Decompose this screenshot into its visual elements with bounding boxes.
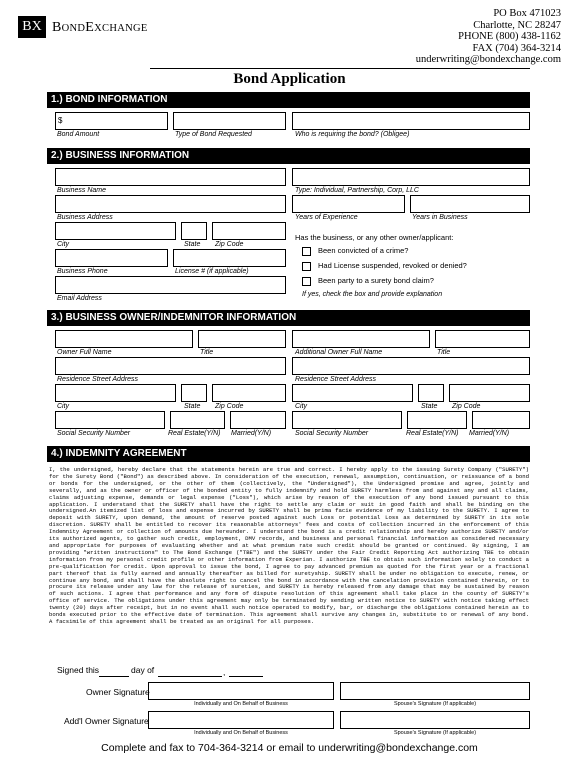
entity-type-field[interactable] <box>292 168 530 186</box>
owner-real-estate-field[interactable] <box>170 411 225 429</box>
add-owner-city-field[interactable] <box>292 384 413 402</box>
bondexchange-logo <box>18 16 186 38</box>
owner-real-estate-label: Real Estate(Y/N) <box>168 430 221 437</box>
date-comma: , <box>223 667 226 677</box>
add-owner-city-label: City <box>295 403 308 410</box>
business-state-field[interactable] <box>181 222 207 240</box>
business-phone-field[interactable] <box>55 249 168 267</box>
email-address: underwriting@bondexchange.com <box>415 54 561 65</box>
add-owner-state-label: State <box>421 403 438 410</box>
bond-type-field[interactable] <box>173 112 286 130</box>
add-owner-spouse-signature-field[interactable] <box>340 711 530 729</box>
license-revoked-question: Had License suspended, revoked or denied? <box>318 261 467 270</box>
signed-year-line[interactable] <box>229 675 263 677</box>
contact-block <box>416 8 561 66</box>
add-owner-signature-field[interactable] <box>148 711 334 729</box>
owner-married-label: Married(Y/N) <box>231 430 272 437</box>
question-note: If yes, check the box and provide explanation <box>302 291 443 298</box>
city-state: Charlotte, NC 28247 <box>473 19 561 31</box>
business-zip-label: Zip Code <box>215 241 244 248</box>
add-owner-zip-label: Zip Code <box>452 403 481 410</box>
owner-spouse-label: Spouse's Signature (If applicable) <box>393 701 477 707</box>
fax-number: FAX (704) 364-3214 <box>472 42 561 54</box>
years-in-business-field[interactable] <box>410 195 530 213</box>
business-city-label: City <box>57 241 70 248</box>
years-experience-label: Years of Experience <box>295 214 358 221</box>
owner-title-field[interactable] <box>198 330 286 348</box>
logo-name: BONDEXCHANGE <box>52 20 148 35</box>
license-number-field[interactable] <box>173 249 286 267</box>
crime-checkbox[interactable] <box>302 247 311 256</box>
day-of-label: day of <box>131 665 155 675</box>
owner-name-field[interactable] <box>55 330 193 348</box>
section-business-information: 2.) BUSINESS INFORMATION <box>47 148 530 164</box>
email-field[interactable] <box>55 276 286 294</box>
business-name-label: Business Name <box>57 187 107 194</box>
add-owner-behalf-label: Individually and On Behalf of Business <box>194 730 288 736</box>
bond-claim-checkbox[interactable] <box>302 277 311 286</box>
obligee-label: Who is requiring the bond? (Obligee) <box>295 131 410 138</box>
signed-month-line[interactable] <box>158 675 222 677</box>
logo-mark: BX <box>18 16 46 38</box>
owner-behalf-label: Individually and On Behalf of Business <box>194 701 288 707</box>
add-owner-street-label: Residence Street Address <box>295 376 377 383</box>
owner-ssn-field[interactable] <box>55 411 165 429</box>
owner-city-field[interactable] <box>55 384 176 402</box>
owner-zip-field[interactable] <box>212 384 286 402</box>
owner-spouse-signature-field[interactable] <box>340 682 530 700</box>
business-state-label: State <box>184 241 201 248</box>
signed-this-label: Signed this <box>57 665 100 675</box>
signed-day-line[interactable] <box>99 675 129 677</box>
license-number-label: License # (if applicable) <box>175 268 249 275</box>
owner-ssn-label: Social Security Number <box>57 430 131 437</box>
owner-state-label: State <box>184 403 201 410</box>
owner-name-label: Owner Full Name <box>57 349 112 356</box>
dollar-sign: $ <box>58 116 63 125</box>
add-owner-name-label: Additional Owner Full Name <box>295 349 383 356</box>
add-owner-signature-label: Add'l Owner Signature <box>64 716 149 726</box>
section-owner-information: 3.) BUSINESS OWNER/INDEMNITOR INFORMATION <box>47 310 530 326</box>
add-owner-name-field[interactable] <box>292 330 430 348</box>
add-owner-state-field[interactable] <box>418 384 444 402</box>
years-in-business-label: Years in Business <box>412 214 468 221</box>
owner-street-label: Residence Street Address <box>57 376 139 383</box>
page-title: Bond Application <box>233 71 346 87</box>
question-intro: Has the business, or any other owner/applicant: <box>295 233 454 242</box>
phone-number: PHONE (800) 438-1162 <box>458 31 561 42</box>
years-experience-field[interactable] <box>292 195 405 213</box>
bond-claim-question: Been party to a surety bond claim? <box>318 276 434 285</box>
owner-city-label: City <box>57 403 70 410</box>
section-bond-information: 1.) BOND INFORMATION <box>47 92 530 108</box>
business-address-field[interactable] <box>55 195 286 213</box>
owner-title-label: Title <box>200 349 214 356</box>
add-owner-title-field[interactable] <box>435 330 530 348</box>
add-owner-street-field[interactable] <box>292 357 530 375</box>
bond-amount-label: Bond Amount <box>57 131 100 138</box>
section-indemnity-agreement: 4.) INDEMNITY AGREEMENT <box>47 446 530 462</box>
add-owner-real-estate-label: Real Estate(Y/N) <box>406 430 459 437</box>
email-label: Email Address <box>57 295 102 302</box>
owner-street-field[interactable] <box>55 357 286 375</box>
bond-type-label: Type of Bond Requested <box>175 131 252 138</box>
business-city-field[interactable] <box>55 222 176 240</box>
owner-married-field[interactable] <box>230 411 286 429</box>
add-owner-title-label: Title <box>437 349 451 356</box>
header-rule <box>150 68 530 69</box>
bond-amount-field[interactable] <box>55 112 168 130</box>
add-owner-married-label: Married(Y/N) <box>469 430 510 437</box>
owner-signature-label: Owner Signature <box>86 687 150 697</box>
crime-question: Been convicted of a crime? <box>318 246 409 255</box>
footer-instructions: Complete and fax to 704-364-3214 or email to underwriting@bondexchange.com <box>101 742 478 754</box>
add-owner-ssn-label: Social Security Number <box>295 430 369 437</box>
po-box: PO Box 471023 <box>493 8 561 19</box>
business-zip-field[interactable] <box>212 222 286 240</box>
obligee-field[interactable] <box>292 112 530 130</box>
indemnity-agreement-text: I, the undersigned, hereby declare that the statements herein are true and correct. I hereby apply to the issuing Surety Company ("SURETY") for the Surety Bond ("Bond") as described above. In consideration of the execution, renewal, assumption, continuation, or reissuance of a bond or bonds for the undersigned, or the other of them (collectively, the "Undersigned"), the Undersigned promise and agree, jointly and severally, and as the owner or officer of the bonded entity to fully indemnify and hold SURETY harmless from and against any and all claims, claims adjusting expense, demands or legal expense ("Loss"), which arise by reason of the execution of any bond issued pursuant to this application. I understand that the SURETY shall have the right to settle any claim or suit in good faith and shall be binding on the undersigned.An itemized list of loss and expense incurred by SURETY shall be prima facie evidence of my liability to the SURETY. I agree to deposit with SURETY, upon demand, the amount of reserve posted against such Loss or potential Loss as determined by SURETY in its sole discretion. SURETY shall be entitled to recover its reasonable attorneys' fees and costs of collection incurred in the enforcement of this Indemnity Agreement or collection of amounts due hereunder. I understand the bond is a credit relationship and hereby authorize SURETY and/or its authorized agents, to gather such credit, employment, DMV records, and business and personal financial information as considered necessary and appropriate for purposes of evaluating whether and at what premium rate such credit should be granted or continued. By signing, I am providing "written instructions" to The Bond Exchange ("TBE") and the SURETY under the Fair Credit Reporting Act authorizing TBE to obtain information from my personal credit profile or other information from Experian. I authorize TBE to obtain such information solely to conduct a pre-qualification for credit. Upon approval to issue the bond, I agree to pay advanced premium as quoted for the first year or a fractional part thereof that is fully earned and annually thereafter as billed for suretyship. SURETY shall be under no obligation to execute, renew, or continue any bond, and shall have the absolute right to cancel the bond in accordance with the cancelation provision contained therein, or to procure its release under any law for the release of sureties, and SURETY is hereby released from any damage that may be sustained by reason of such actions. I agree that performance and any form of dispute resolution of this agreement shall take place in the county of SURETY's office of service. The obligations under this agreement may only be terminated by sending written notice to SURETY with notice taking effect twenty (20) days after receipt, but in no event shall such notice operated to modify, bar, or discharge the obligations contained herein as to bonds executed prior to the effective date of termination. This agreement shall survive any changes in, substitute to or renewal of any bond. A facsimile of this agreement shall be treated as an original for all purposes. <box>49 466 529 625</box>
license-revoked-checkbox[interactable] <box>302 262 311 271</box>
business-address-label: Business Address <box>57 214 113 221</box>
owner-zip-label: Zip Code <box>215 403 244 410</box>
add-owner-real-estate-field[interactable] <box>407 411 467 429</box>
owner-state-field[interactable] <box>181 384 207 402</box>
business-name-field[interactable] <box>55 168 286 186</box>
add-owner-spouse-label: Spouse's Signature (If applicable) <box>393 730 477 736</box>
business-phone-label: Business Phone <box>57 268 108 275</box>
add-owner-married-field[interactable] <box>472 411 530 429</box>
add-owner-ssn-field[interactable] <box>292 411 402 429</box>
owner-signature-field[interactable] <box>148 682 334 700</box>
entity-type-label: Type: Individual, Partnership, Corp, LLC <box>295 187 419 194</box>
add-owner-zip-field[interactable] <box>449 384 530 402</box>
